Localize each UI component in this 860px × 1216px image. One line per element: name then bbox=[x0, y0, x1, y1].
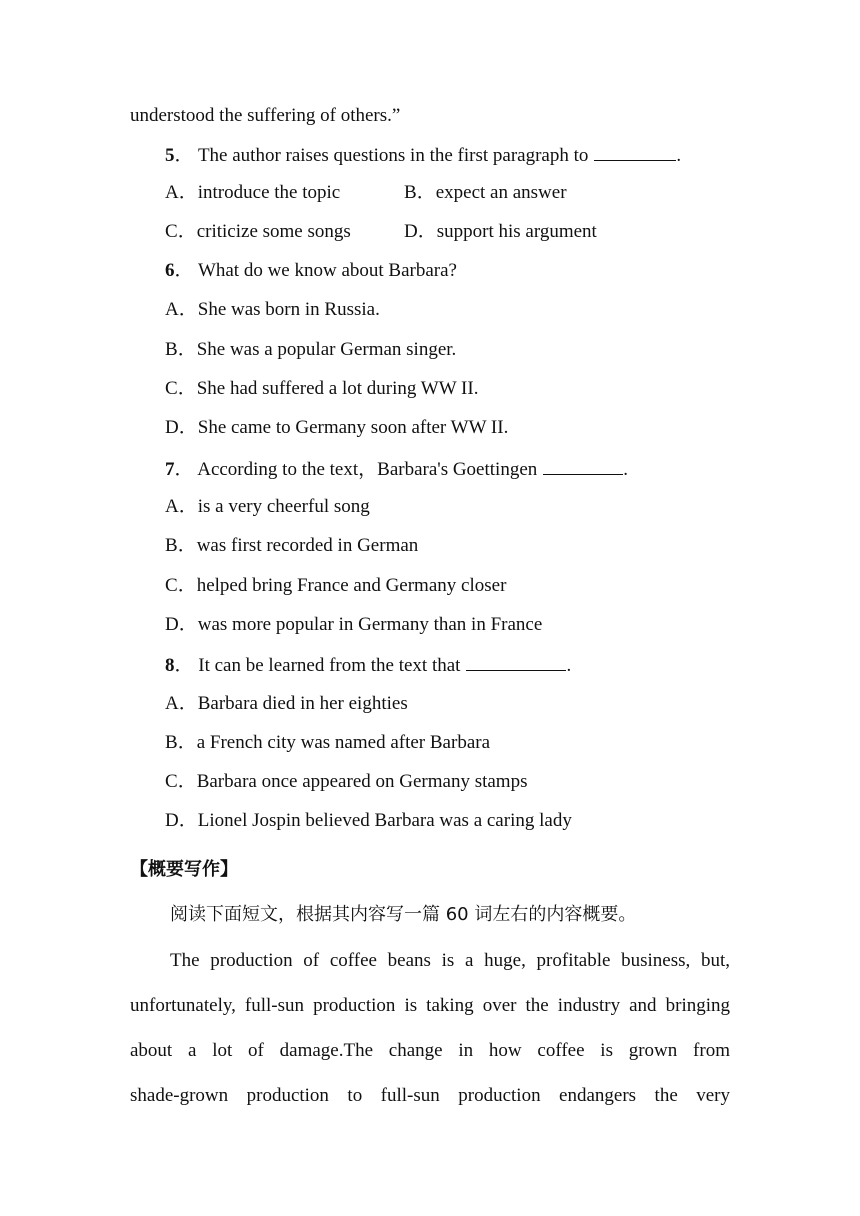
option-8c[interactable] bbox=[165, 770, 527, 794]
option-8d[interactable] bbox=[165, 809, 572, 833]
option-separator: ． bbox=[178, 299, 198, 320]
option-letter: D bbox=[165, 614, 179, 635]
option-separator: ． bbox=[177, 535, 197, 556]
option-letter: A bbox=[165, 182, 179, 203]
option-separator: ． bbox=[177, 221, 197, 242]
option-text: was first recorded in German bbox=[196, 535, 419, 556]
option-letter: A bbox=[165, 496, 179, 517]
question-end: . bbox=[623, 459, 629, 480]
option-text: is a very cheerful song bbox=[197, 496, 370, 517]
intro-line: understood the suffering of others.” bbox=[130, 105, 401, 126]
question-number: 7 bbox=[165, 459, 175, 480]
passage-line-4: shade-grown production to full-sun production endangers the very bbox=[130, 1085, 730, 1106]
option-separator: ． bbox=[177, 732, 197, 753]
answer-blank[interactable] bbox=[543, 456, 623, 475]
option-text: a French city was named after Barbara bbox=[196, 732, 491, 753]
option-5a[interactable] bbox=[165, 181, 340, 205]
option-text: introduce the topic bbox=[197, 182, 341, 203]
option-5d[interactable] bbox=[404, 220, 597, 244]
answer-blank[interactable] bbox=[594, 142, 676, 161]
option-text: Lionel Jospin believed Barbara was a caring lady bbox=[197, 810, 572, 831]
option-7a[interactable] bbox=[165, 495, 370, 519]
option-letter: D bbox=[404, 221, 418, 242]
question-separator: ． bbox=[174, 260, 194, 281]
option-letter: C bbox=[165, 221, 178, 242]
option-separator: ． bbox=[178, 810, 198, 831]
question-6 bbox=[165, 259, 457, 283]
option-separator: ． bbox=[416, 182, 436, 203]
answer-blank[interactable] bbox=[466, 652, 566, 671]
question-separator: ． bbox=[174, 145, 194, 166]
option-letter: C bbox=[165, 378, 178, 399]
question-8 bbox=[165, 652, 571, 678]
option-letter: B bbox=[165, 339, 178, 360]
question-stem: It can be learned from the text that bbox=[198, 655, 461, 676]
option-text: expect an answer bbox=[435, 182, 567, 203]
section-heading: 【概要写作】 bbox=[130, 859, 238, 880]
instruction-text: 阅读下面短文，根据其内容写一篇 60 词左右的内容概要。 bbox=[170, 904, 637, 925]
question-end: . bbox=[566, 655, 572, 676]
question-5 bbox=[165, 142, 681, 168]
question-stem: What do we know about Barbara? bbox=[197, 260, 457, 281]
option-7d[interactable] bbox=[165, 613, 542, 637]
option-letter: A bbox=[165, 299, 179, 320]
passage-line-2: unfortunately, full-sun production is taking over the industry and bringing bbox=[130, 995, 730, 1016]
question-number: 8 bbox=[165, 655, 175, 676]
option-text: helped bring France and Germany closer bbox=[196, 575, 507, 596]
question-number: 6 bbox=[165, 260, 175, 281]
option-6c[interactable] bbox=[165, 377, 478, 401]
option-5c[interactable] bbox=[165, 220, 351, 244]
option-separator: ． bbox=[177, 575, 197, 596]
option-text: She was a popular German singer. bbox=[196, 339, 457, 360]
option-separator: ． bbox=[177, 378, 197, 399]
question-7 bbox=[165, 456, 628, 482]
option-separator: ． bbox=[178, 614, 198, 635]
option-separator: ． bbox=[178, 496, 198, 517]
question-stem: The author raises questions in the first paragraph to bbox=[197, 145, 589, 166]
option-letter: B bbox=[165, 732, 178, 753]
option-8b[interactable] bbox=[165, 731, 490, 755]
option-separator: ． bbox=[417, 221, 437, 242]
option-letter: C bbox=[165, 771, 178, 792]
question-number: 5 bbox=[165, 145, 175, 166]
option-separator: ． bbox=[178, 693, 198, 714]
passage-line-3: about a lot of damage.The change in how coffee is grown from bbox=[130, 1040, 730, 1061]
option-6d[interactable] bbox=[165, 416, 508, 440]
option-6b[interactable] bbox=[165, 338, 456, 362]
passage-line-1: The production of coffee beans is a huge, profitable business, but, bbox=[170, 950, 730, 971]
option-text: criticize some songs bbox=[196, 221, 351, 242]
option-text: Barbara once appeared on Germany stamps bbox=[196, 771, 528, 792]
option-separator: ． bbox=[177, 339, 197, 360]
option-5b[interactable] bbox=[404, 181, 567, 205]
question-stem: According to the text，Barbara's Goettingen bbox=[197, 459, 538, 480]
option-text: She had suffered a lot during WW II. bbox=[196, 378, 479, 399]
option-letter: B bbox=[165, 535, 178, 556]
option-7c[interactable] bbox=[165, 574, 506, 598]
option-8a[interactable] bbox=[165, 692, 408, 716]
option-text: She was born in Russia. bbox=[197, 299, 380, 320]
option-letter: B bbox=[404, 182, 417, 203]
option-text: She came to Germany soon after WW II. bbox=[197, 417, 509, 438]
option-separator: ． bbox=[178, 417, 198, 438]
option-letter: D bbox=[165, 810, 179, 831]
option-7b[interactable] bbox=[165, 534, 418, 558]
option-letter: C bbox=[165, 575, 178, 596]
option-letter: D bbox=[165, 417, 179, 438]
question-end: . bbox=[676, 145, 682, 166]
option-separator: ． bbox=[178, 182, 198, 203]
option-6a[interactable] bbox=[165, 298, 380, 322]
option-text: was more popular in Germany than in France bbox=[197, 614, 543, 635]
option-separator: ． bbox=[177, 771, 197, 792]
option-letter: A bbox=[165, 693, 179, 714]
question-separator: ． bbox=[174, 459, 194, 480]
option-text: Barbara died in her eighties bbox=[197, 693, 408, 714]
option-text: support his argument bbox=[436, 221, 597, 242]
question-separator: ． bbox=[174, 655, 194, 676]
